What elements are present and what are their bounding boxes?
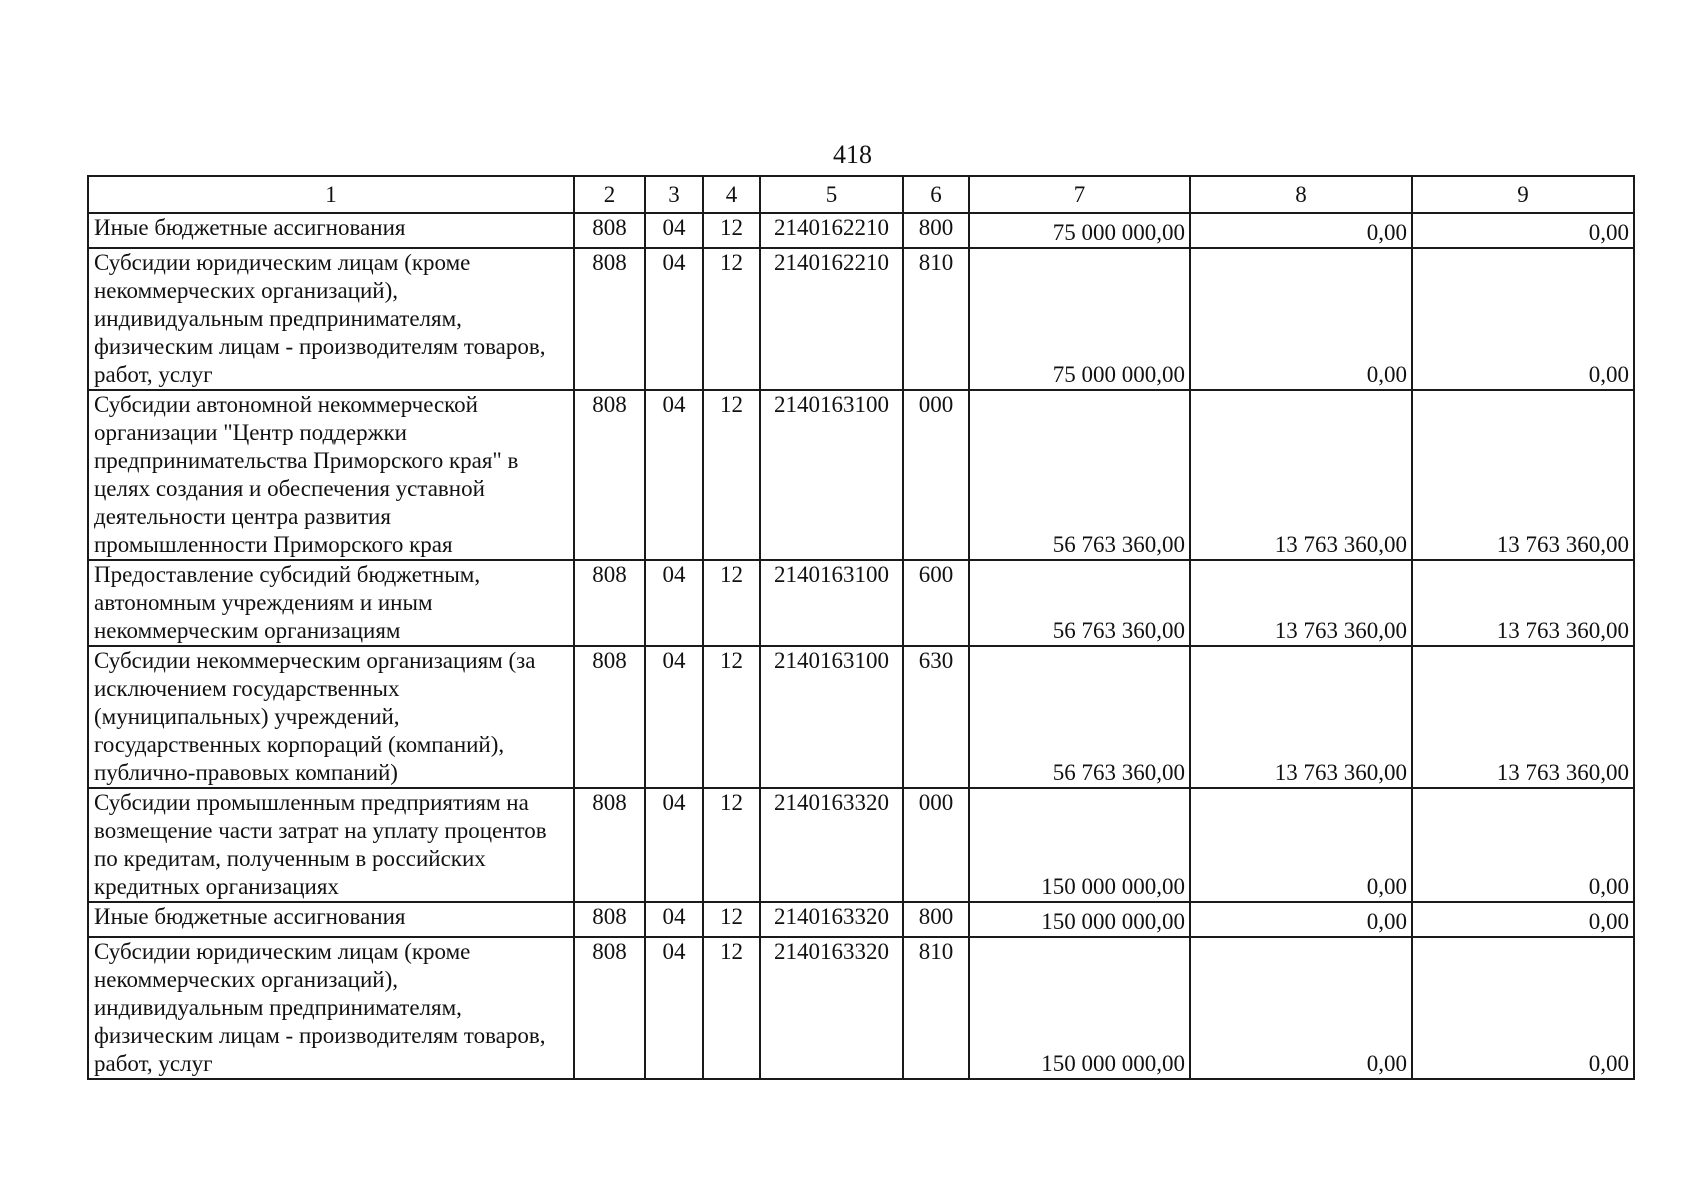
- row-admin-code: 808: [574, 390, 645, 560]
- table-row: [88, 788, 1634, 902]
- row-admin-code: 808: [574, 560, 645, 646]
- column-header: 7: [969, 176, 1190, 213]
- row-section-code: 04: [645, 646, 703, 788]
- budget-table: [87, 175, 1635, 1080]
- row-section-code: 04: [645, 248, 703, 390]
- row-target-code: 2140163320: [760, 788, 903, 902]
- row-name: Иные бюджетные ассигнования: [88, 213, 574, 248]
- row-amount-col9: 13 763 360,00: [1412, 560, 1634, 646]
- row-amount-col8: 13 763 360,00: [1190, 560, 1412, 646]
- row-amount-col7: 75 000 000,00: [969, 213, 1190, 248]
- row-amount-col9: 0,00: [1412, 902, 1634, 937]
- row-amount-col7: 150 000 000,00: [969, 902, 1190, 937]
- column-header: 3: [645, 176, 703, 213]
- row-amount-col8: 13 763 360,00: [1190, 390, 1412, 560]
- row-name: Субсидии некоммерческим организациям (за исключением государственных (муниципальных) учреждений, государственных корпораций (компаний), публично-правовых компаний): [88, 646, 574, 788]
- row-target-code: 2140163100: [760, 646, 903, 788]
- row-amount-col7: 150 000 000,00: [969, 788, 1190, 902]
- row-target-code: 2140163100: [760, 390, 903, 560]
- row-admin-code: 808: [574, 248, 645, 390]
- table-row: [88, 390, 1634, 560]
- row-subsection-code: 12: [703, 646, 760, 788]
- row-target-code: 2140162210: [760, 248, 903, 390]
- row-subsection-code: 12: [703, 902, 760, 937]
- row-amount-col7: 75 000 000,00: [969, 248, 1190, 390]
- row-expense-type-code: 000: [903, 788, 969, 902]
- row-target-code: 2140163100: [760, 560, 903, 646]
- row-amount-col9: 0,00: [1412, 937, 1634, 1079]
- table-row: [88, 560, 1634, 646]
- row-subsection-code: 12: [703, 937, 760, 1079]
- row-admin-code: 808: [574, 646, 645, 788]
- row-amount-col7: 56 763 360,00: [969, 560, 1190, 646]
- row-amount-col8: 0,00: [1190, 248, 1412, 390]
- column-header: 4: [703, 176, 760, 213]
- row-name: Субсидии автономной некоммерческой организации "Центр поддержки предпринимательства Приморского края" в целях создания и обеспечения уставной деятельности центра развития промышленности Приморского края: [88, 390, 574, 560]
- row-amount-col7: 150 000 000,00: [969, 937, 1190, 1079]
- row-amount-col8: 0,00: [1190, 788, 1412, 902]
- row-name: Предоставление субсидий бюджетным, автономным учреждениям и иным некоммерческим организациям: [88, 560, 574, 646]
- row-amount-col8: 0,00: [1190, 937, 1412, 1079]
- row-subsection-code: 12: [703, 560, 760, 646]
- table-row: [88, 937, 1634, 1079]
- row-amount-col8: 0,00: [1190, 902, 1412, 937]
- table-row: [88, 902, 1634, 937]
- row-name: Субсидии промышленным предприятиям на возмещение части затрат на уплату процентов по кредитам, полученным в российских кредитных организациях: [88, 788, 574, 902]
- row-target-code: 2140162210: [760, 213, 903, 248]
- row-admin-code: 808: [574, 902, 645, 937]
- row-subsection-code: 12: [703, 390, 760, 560]
- column-header: 8: [1190, 176, 1412, 213]
- row-admin-code: 808: [574, 213, 645, 248]
- row-expense-type-code: 810: [903, 937, 969, 1079]
- column-header: 5: [760, 176, 903, 213]
- row-amount-col9: 13 763 360,00: [1412, 646, 1634, 788]
- row-expense-type-code: 810: [903, 248, 969, 390]
- row-section-code: 04: [645, 560, 703, 646]
- row-subsection-code: 12: [703, 788, 760, 902]
- row-subsection-code: 12: [703, 248, 760, 390]
- row-amount-col8: 0,00: [1190, 213, 1412, 248]
- row-amount-col9: 0,00: [1412, 788, 1634, 902]
- row-target-code: 2140163320: [760, 902, 903, 937]
- row-target-code: 2140163320: [760, 937, 903, 1079]
- row-expense-type-code: 630: [903, 646, 969, 788]
- row-name: Субсидии юридическим лицам (кроме некоммерческих организаций), индивидуальным предпринимателям, физическим лицам - производителям товаров, работ, услуг: [88, 937, 574, 1079]
- row-expense-type-code: 000: [903, 390, 969, 560]
- row-amount-col7: 56 763 360,00: [969, 646, 1190, 788]
- row-section-code: 04: [645, 213, 703, 248]
- row-subsection-code: 12: [703, 213, 760, 248]
- table-row: [88, 213, 1634, 248]
- row-section-code: 04: [645, 788, 703, 902]
- row-name: Субсидии юридическим лицам (кроме некоммерческих организаций), индивидуальным предпринимателям, физическим лицам - производителям товаров, работ, услуг: [88, 248, 574, 390]
- row-amount-col7: 56 763 360,00: [969, 390, 1190, 560]
- row-expense-type-code: 800: [903, 213, 969, 248]
- row-amount-col9: 0,00: [1412, 213, 1634, 248]
- table-row: [88, 248, 1634, 390]
- column-header: 2: [574, 176, 645, 213]
- row-section-code: 04: [645, 902, 703, 937]
- column-header: 9: [1412, 176, 1634, 213]
- column-header: 6: [903, 176, 969, 213]
- row-admin-code: 808: [574, 937, 645, 1079]
- row-amount-col8: 13 763 360,00: [1190, 646, 1412, 788]
- column-header: 1: [88, 176, 574, 213]
- row-expense-type-code: 800: [903, 902, 969, 937]
- row-expense-type-code: 600: [903, 560, 969, 646]
- row-section-code: 04: [645, 390, 703, 560]
- row-admin-code: 808: [574, 788, 645, 902]
- header-row: [88, 176, 1634, 213]
- row-name: Иные бюджетные ассигнования: [88, 902, 574, 937]
- row-amount-col9: 13 763 360,00: [1412, 390, 1634, 560]
- row-section-code: 04: [645, 937, 703, 1079]
- page-number: 418: [833, 140, 872, 169]
- table-row: [88, 646, 1634, 788]
- row-amount-col9: 0,00: [1412, 248, 1634, 390]
